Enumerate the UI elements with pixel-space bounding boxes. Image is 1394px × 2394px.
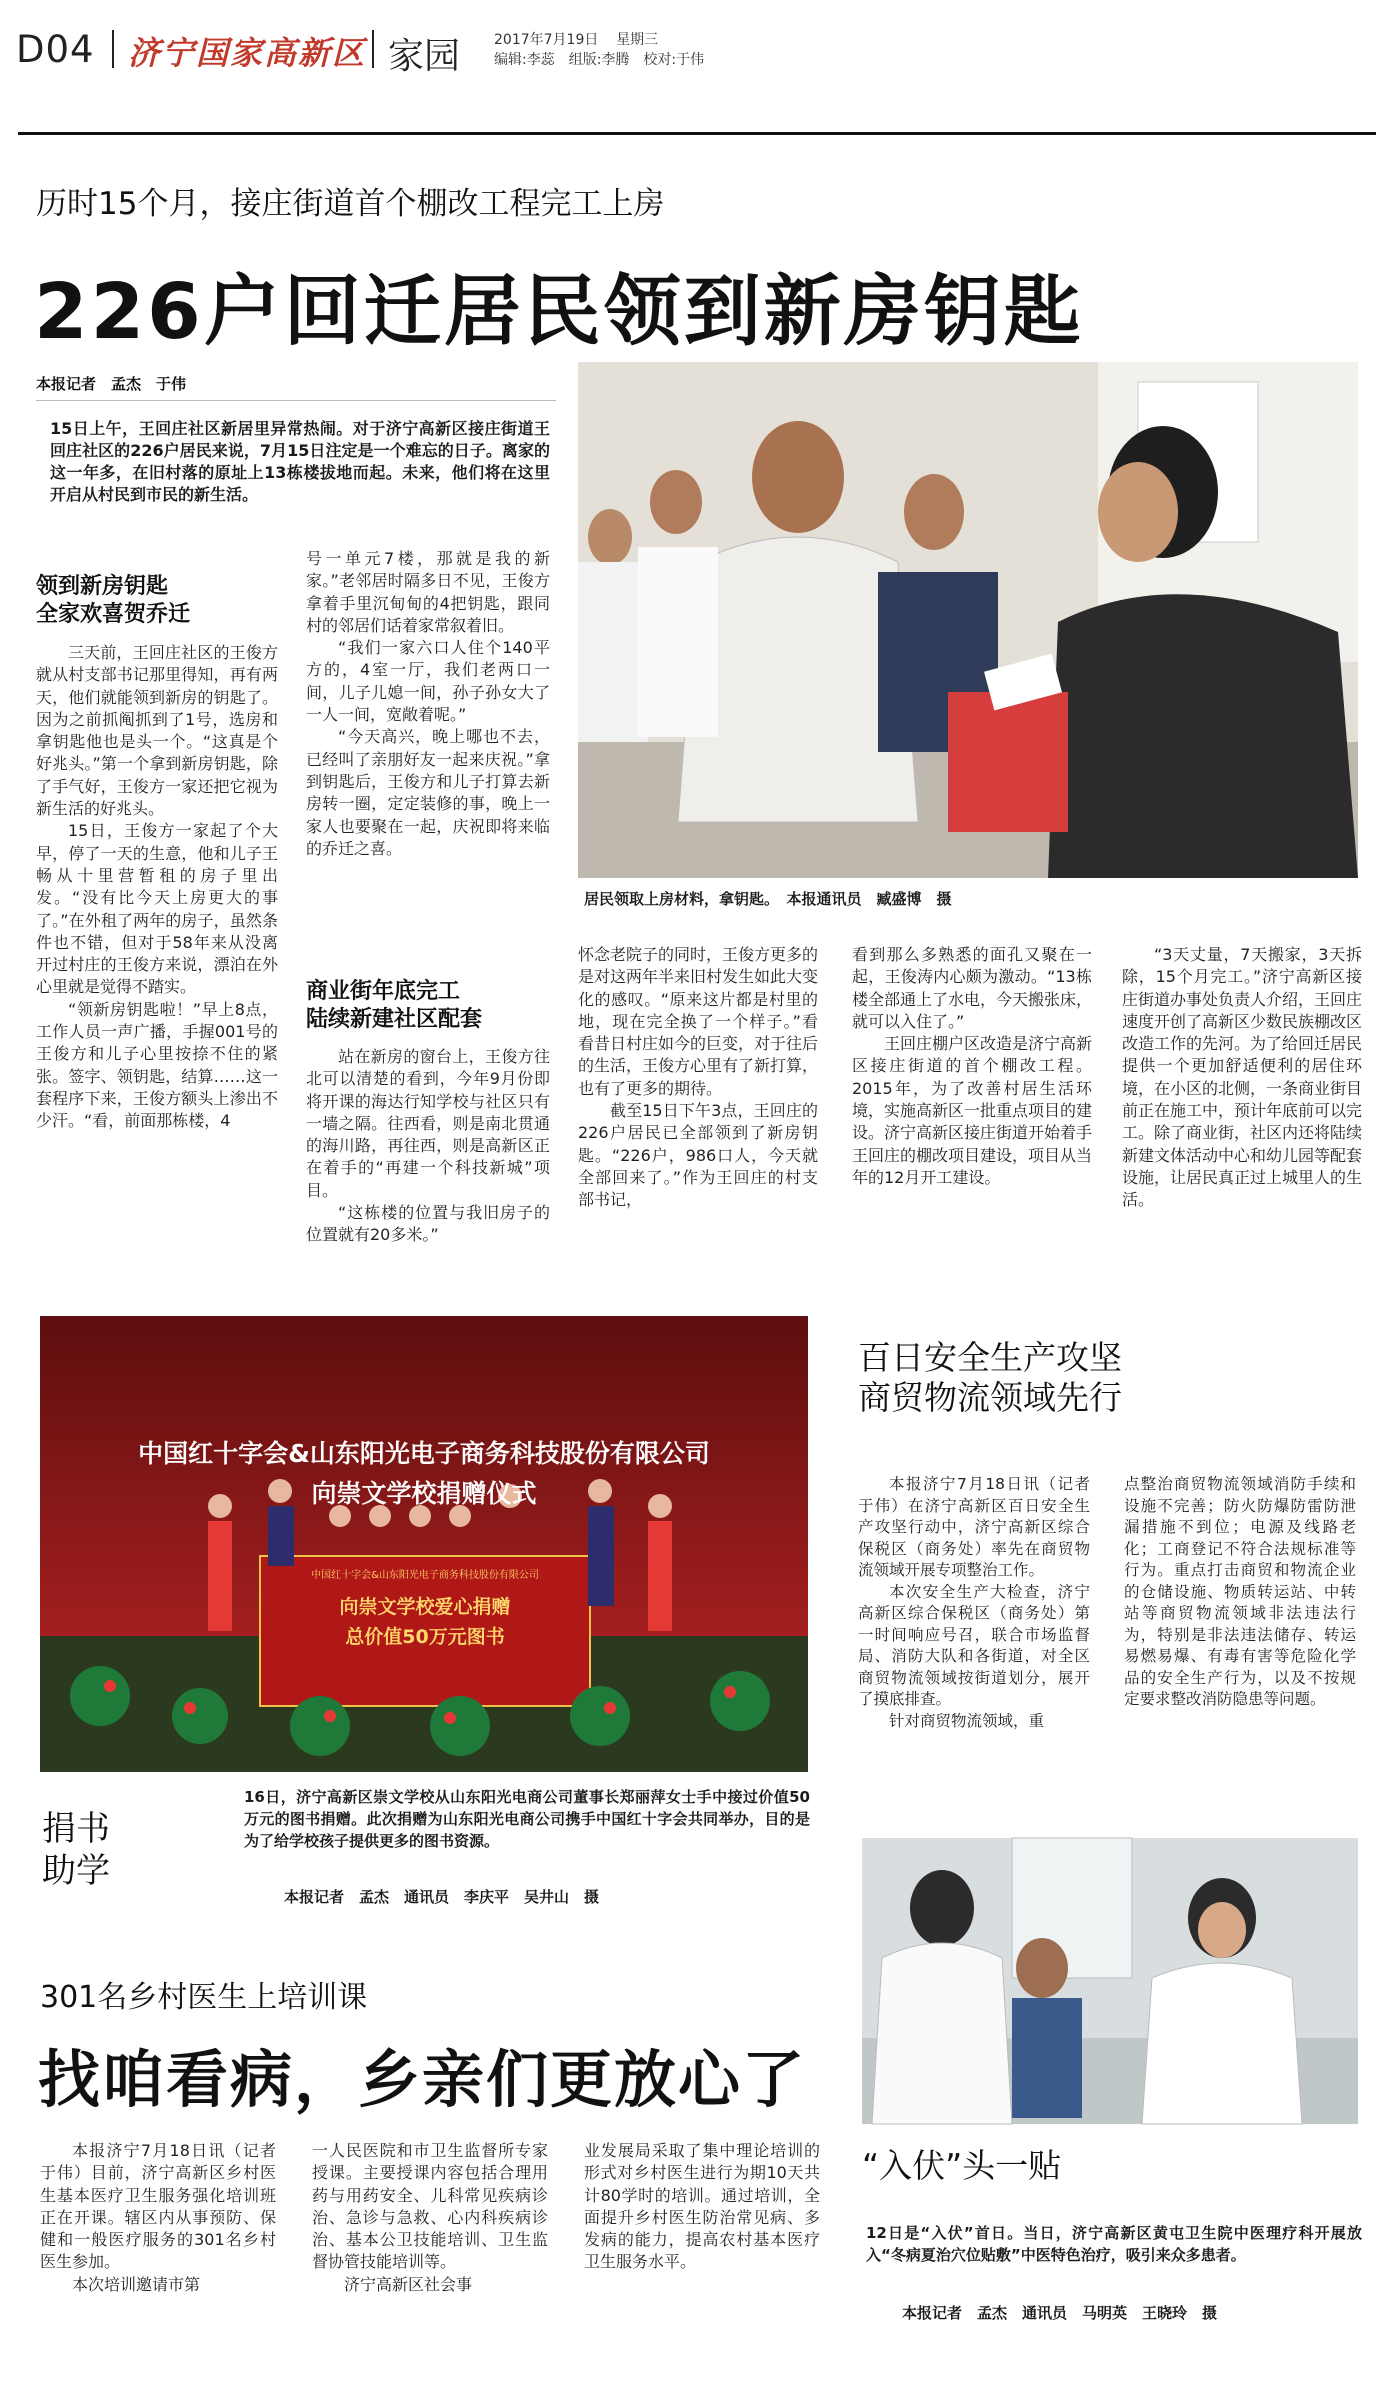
donation-ceremony-image [40,1316,808,1772]
lead-col3-paragraph: 截至15日下午3点，王回庄的226户居民已全部领到了新房钥匙。“226户，986口人，今天就全部回来了。”作为王回庄的村支部书记， [578,1101,818,1210]
lead-col2-paragraph: “今天高兴，晚上哪也不去，已经叫了亲朋好友一起来庆祝。”拿到钥匙后，王俊方和儿子打算去新房转一圈，定定装修的事，晚上一家人也要聚在一起，庆祝即将来临的乔迁之喜。 [306,727,550,858]
lead-col4-paragraph: 王回庄棚户区改造是济宁高新区接庄街道的首个棚改工程。2015年，为了改善村居生活环境，实施高新区一批重点项目的建设。济宁高新区接庄街道开始着手王回庄的棚改项目建设，项目从当年的12月开工建设。 [852,1034,1093,1187]
lead-col4-paragraph: 看到那么多熟悉的面孔又聚在一起，王俊涛内心颇为激动。“13栋楼全部通上了水电，今天搬张床，就可以入住了。” [852,945,1093,1031]
donation-photo [40,1316,808,1772]
lead-kicker: 历时15个月，接庄街道首个棚改工程完工上房 [36,186,665,222]
doctors-headline: 找咱看病，乡亲们更放心了 [38,2043,807,2116]
board-line-1: 中国红十字会&山东阳光电子商务科技股份有限公司 [311,1570,539,1581]
safety-column-2 [1124,1474,1356,1774]
sanfu-photo [862,1838,1358,2124]
page-number: D04 [16,28,95,71]
doctors-col1-paragraph: 本报济宁7月18日讯（记者 于伟）目前，济宁高新区乡村医生基本医疗卫生服务强化培训班正在开课。辖区内从事预防、保健和一般医疗服务的301名乡村医生参加。 [40,2141,293,2272]
lead-col2-paragraph: 站在新房的窗台上，王俊方往北可以清楚的看到，今年9月份即将开课的海达行知学校与社区只有一墙之隔。往西看，则是南北贯通的海川路，再往西，则是高新区正在着手的“再建一个科技新城”项目。 [306,1047,550,1200]
lead-col1-paragraph: 15日，王俊方一家起了个大早，停了一天的生意，他和儿子王畅从十里营暂租的房子里出发。“没有比今天上房更大的事了。”在外租了两年的房子，虽然条件也不错，但对于58年来从没离开过村庄的王俊方来说，漂泊在外心里就是觉得不踏实。 [36,821,278,997]
donation-caption: 16日，济宁高新区崇文学校从山东阳光电商公司董事长郑丽萍女士手中接过价值50万元的图书捐赠。此次捐赠为山东阳光电商公司携手中国红十字会共同举办，目的是为了给学校孩子提供更多的图书资源。 [244,1788,810,1850]
lead-col3-paragraph: 怀念老院子的同时，王俊方更多的是对这两年半来旧村发生如此大变化的感叹。“原来这片都是村里的地，现在完全换了一个样子。”看看昔日村庄如今的巨变，对于往后的生活，王俊方心里有了新打算，也有了更多的期待。 [578,945,819,1098]
safety-column-1 [858,1474,1106,1774]
safety-title: 百日安全生产攻坚 商贸物流领域先行 [858,1338,1122,1417]
donation-credit: 本报记者 孟杰 通讯员 李庆平 吴井山 摄 [284,1888,600,1906]
lead-column-1 [36,642,278,1282]
lead-byline: 本报记者 孟杰 于伟 [36,375,187,393]
lead-col2-paragraph: 号一单元7楼，那就是我的新家。”老邻居时隔多日不见，王俊方拿着手里沉甸甸的4把钥匙，跟同村的邻居们话着家常叙着旧。 [306,549,550,635]
doctors-col1-paragraph: 本次培训邀请市第 [72,2274,201,2294]
acupoint-treatment-image [862,1838,1358,2124]
paper-masthead-logo: 济宁国家高新区 [128,34,367,72]
byline-rule [36,400,556,401]
lead-photo [578,362,1358,878]
safety-col1-paragraph: 本报济宁7月18日讯（记者 于伟）在济宁高新区百日安全生产攻坚行动中，济宁高新区综合保税区（商务处）率先在商贸物流领域开展专项整治工作。 [858,1475,1106,1579]
header-date-line [494,30,704,70]
banner-line-1: 中国红十字会&山东阳光电子商务科技股份有限公司 [138,1439,710,1468]
lead-headline: 226户回迁居民领到新房钥匙 [34,268,1084,357]
lead-subhead-1: 领到新房钥匙 全家欢喜贺乔迁 [36,574,191,627]
header-rule [18,132,1376,135]
board-line-3: 总价值50万元图书 [345,1626,505,1648]
doctors-col3-paragraph: 业发展局采取了集中理论培训的形式对乡村医生进行为期10天共计80学时的培训。通过培训，全面提升乡村医生防治常见病、多发病的能力，提高农村基本医疗卫生服务水平。 [584,2141,820,2272]
doctors-kicker: 301名乡村医生上培训课 [40,1980,368,2015]
lead-column-4 [852,944,1092,1282]
sanfu-title: “入伏”头一贴 [862,2146,1062,2185]
doctors-column-2 [312,2140,548,2370]
donation-title: 捐书 助学 [42,1809,110,1891]
lead-paragraph: 15日上午，王回庄社区新居里异常热闹。对于济宁高新区接庄街道王回庄社区的226户居民来说，7月15日注定是一个难忘的日子。离家的这一年多，在旧村落的原址上13栋楼拔地而起。未来，他们将在这里开启从村民到市民的新生活。 [50,419,550,504]
doctors-col2-paragraph: 济宁高新区社会事 [344,2274,473,2294]
sanfu-caption: 12日是“入伏”首日。当日，济宁高新区黄屯卫生院中医理疗科开展放入“冬病夏治穴位贴敷”中医特色治疗，吸引来众多患者。 [866,2224,1362,2264]
lead-column-5 [1122,944,1362,1282]
lead-col1-paragraph: “领新房钥匙啦！”早上8点，工作人员一声广播，手握001号的王俊方和儿子心里按捺不住的紧张。签字、领钥匙，结算……这一套程序下来，王俊方额头上渗出不少汗。“看，前面那栋楼，4 [36,999,278,1131]
residents-receiving-keys-image [578,362,1358,878]
issue-weekday: 星期三 [616,32,659,48]
lead-photo-caption: 居民领取上房材料，拿钥匙。 本报通讯员 臧盛博 摄 [584,890,952,908]
header-divider [112,30,114,68]
lead-col2-paragraph: “我们一家六口人住个140平方的，4室一厅，我们老两口一间，儿子儿媳一间，孙子孙女大了一人一间，宽敞着呢。” [306,638,550,725]
sanfu-credit: 本报记者 孟杰 通讯员 马明英 王晓玲 摄 [902,2304,1218,2322]
lead-col1-paragraph: 三天前，王回庄社区的王俊方就从村支部书记那里得知，再有两天，他们就能领到新房的钥匙了。因为之前抓阄抓到了1号，选房和拿钥匙他也是头一个。“这真是个好兆头。”第一个拿到新房钥匙，除了手气好，王俊方一家还把它视为新生活的好兆头。 [36,643,278,819]
lead-column-2 [306,548,550,968]
safety-col2-paragraph: 点整治商贸物流领域消防手续和设施不完善；防火防爆防雷防泄漏措施不到位；电源及线路老化；工商登记不符合法规标准等行为。重点打击商贸和物流企业的仓储设施、物质转运站、中转站等商贸物流领域非法违法行为，特别是非法违法储存、转运易燃易爆、有毒有害等危险化学品的安全生产行为，以及不按规定要求整改消防隐患等问题。 [1124,1475,1356,1708]
banner-line-2: 向崇文学校捐赠仪式 [311,1479,537,1508]
board-line-2: 向崇文学校爱心捐赠 [339,1596,511,1618]
doctors-column-1 [40,2140,293,2370]
lead-column-2b [306,1046,550,1282]
header-divider [372,30,374,68]
issue-date: 2017年7月19日 [494,32,599,48]
editor-credits: 编辑:李蕊 组版:李腾 校对:于伟 [494,52,705,68]
safety-col1-paragraph: 针对商贸物流领域，重 [889,1711,1045,1730]
doctors-column-3 [584,2140,820,2370]
safety-col1-paragraph: 本次安全生产大检查，济宁高新区综合保税区（商务处）第一时间响应号召，联合市场监督局、消防大队和各街道，对全区商贸物流领域按街道划分，展开了摸底排查。 [858,1582,1090,1708]
doctors-col2-paragraph: 一人民医院和市卫生监督所专家授课。主要授课内容包括合理用药与用药安全、儿科常见疾病诊治、急诊与急救、心内科疾病诊治、基本公卫技能培训、卫生监督协管技能培训等。 [312,2141,548,2272]
lead-subhead-2: 商业街年底完工 陆续新建社区配套 [306,979,483,1032]
lead-col2-paragraph: “这栋楼的位置与我旧房子的位置就有20多米。” [306,1203,550,1245]
section-name: 家园 [388,36,461,77]
lead-column-3 [578,944,818,1282]
lead-col5-paragraph: “3天丈量，7天搬家，3天拆除，15个月完工。”济宁高新区接庄街道办事处负责人介绍，王回庄速度开创了高新区少数民族棚改区改造工作的先河。为了给回迁居民提供一个更加舒适便利的居住环境，在小区的北侧，一条商业街目前正在施工中，预计年底前可以完工。除了商业街，社区内还将陆续新建文体活动中心和幼儿园等配套设施，让居民真正过上城里人的生活。 [1122,945,1363,1210]
